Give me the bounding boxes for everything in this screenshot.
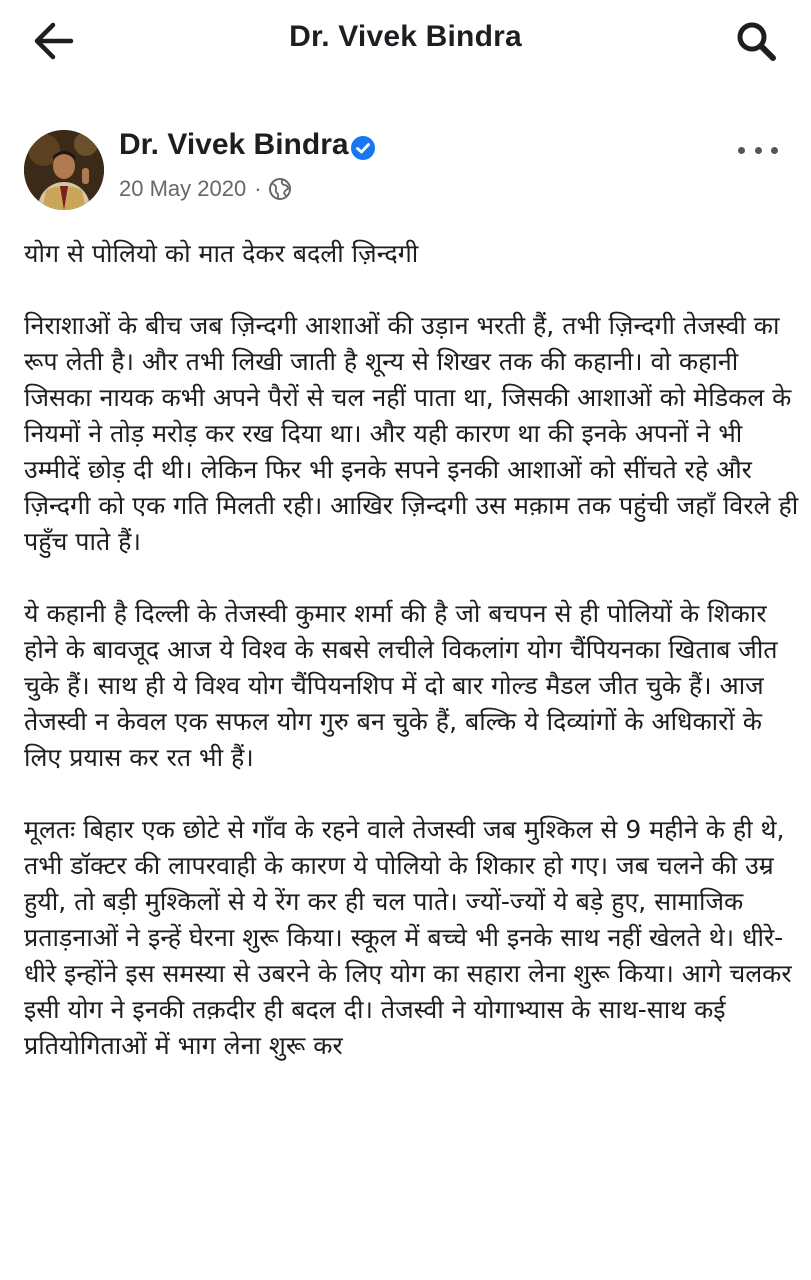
post-heading: योग से पोलियो को मात देकर बदली ज़िन्दगी: [24, 239, 419, 268]
profile-photo: [24, 130, 104, 210]
verified-badge-icon: [350, 135, 376, 161]
more-options-button[interactable]: [738, 140, 778, 160]
more-options-icon-dot: [771, 147, 778, 154]
search-button[interactable]: [730, 16, 782, 66]
post-meta: [119, 176, 292, 202]
more-options-icon-dot: [755, 147, 762, 154]
page-title: Dr. Vivek Bindra: [289, 20, 522, 53]
post-header: [0, 84, 811, 214]
search-icon: [735, 20, 777, 62]
post-text: [24, 236, 799, 1100]
globe-icon: [268, 177, 292, 201]
post-paragraph: ये कहानी है दिल्ली के तेजस्वी कुमार शर्मा की है जो बचपन से ही पोलियों के शिकार होने के बावजूद आज ये विश्व के सबसे लचीले विकलांग योग चैंपियनका खिताब जीत चुके हैं। साथ ही ये विश्व योग चैंपियनशिप में दो बार गोल्ड मैडल जीत चुके हैं। आज तेजस्वी न केवल एक सफल योग गुरु बन चुके हैं, बल्कि ये दिव्यांगों के अधिकारों के लिए प्रयास कर रत भी हैं।: [24, 599, 778, 772]
top-bar: [0, 0, 811, 84]
author-avatar[interactable]: [24, 130, 104, 210]
post-paragraph: निराशाओं के बीच जब ज़िन्दगी आशाओं की उड़ान भरती हैं, तभी ज़िन्दगी तेजस्वी का रूप लेती है। और तभी लिखी जाती है शून्य से शिखर तक की कहानी। वो कहानी जिसका नायक कभी अपने पैरों से चल नहीं पाता था, जिसकी आशाओं को मेडिकल के नियमों ने तोड़ मरोड़ कर रख दिया था। और यही कारण था की इनके अपनों ने भी उम्मीदें छोड़ दी थी। लेकिन फिर भी इनके सपने इनकी आशाओं को सींचते रहे और ज़िन्दगी को एक गति मिलती रही। आखिर ज़िन्दगी उस मक़ाम तक पहुंची जहाँ विरले ही पहुँच पाते हैं।: [24, 311, 799, 556]
post-paragraph: मूलतः बिहार एक छोटे से गाँव के रहने वाले तेजस्वी जब मुश्किल से 9 महीने के ही थे, तभी डॉक्टर की लापरवाही के कारण ये पोलियो के शिकार हो गए। जब चलने की उम्र हुयी, तो बड़ी मुश्किलों से ये रेंग कर ही चल पाते। ज्यों-ज्यों ये बड़े हुए, सामाजिक प्रताड़नाओं ने इन्हें घेरना शुरू किया। स्कूल में बच्चे भी इनके साथ नहीं खेलते थे। धीरे-धीरे इन्होंने इस समस्या से उबरने के लिए योग का सहारा लेना शुरू किया। आगे चलकर इसी योग ने इनकी तक़दीर ही बदल दी। तेजस्वी ने योगाभ्यास के साथ-साथ कई प्रतियोगिताओं में भाग लेना शुरू कर: [24, 815, 792, 1060]
meta-separator: ·: [254, 176, 262, 201]
more-options-icon: [738, 147, 745, 154]
author-name[interactable]: Dr. Vivek Bindra: [119, 128, 349, 161]
post-date[interactable]: 20 May 2020: [119, 176, 247, 201]
